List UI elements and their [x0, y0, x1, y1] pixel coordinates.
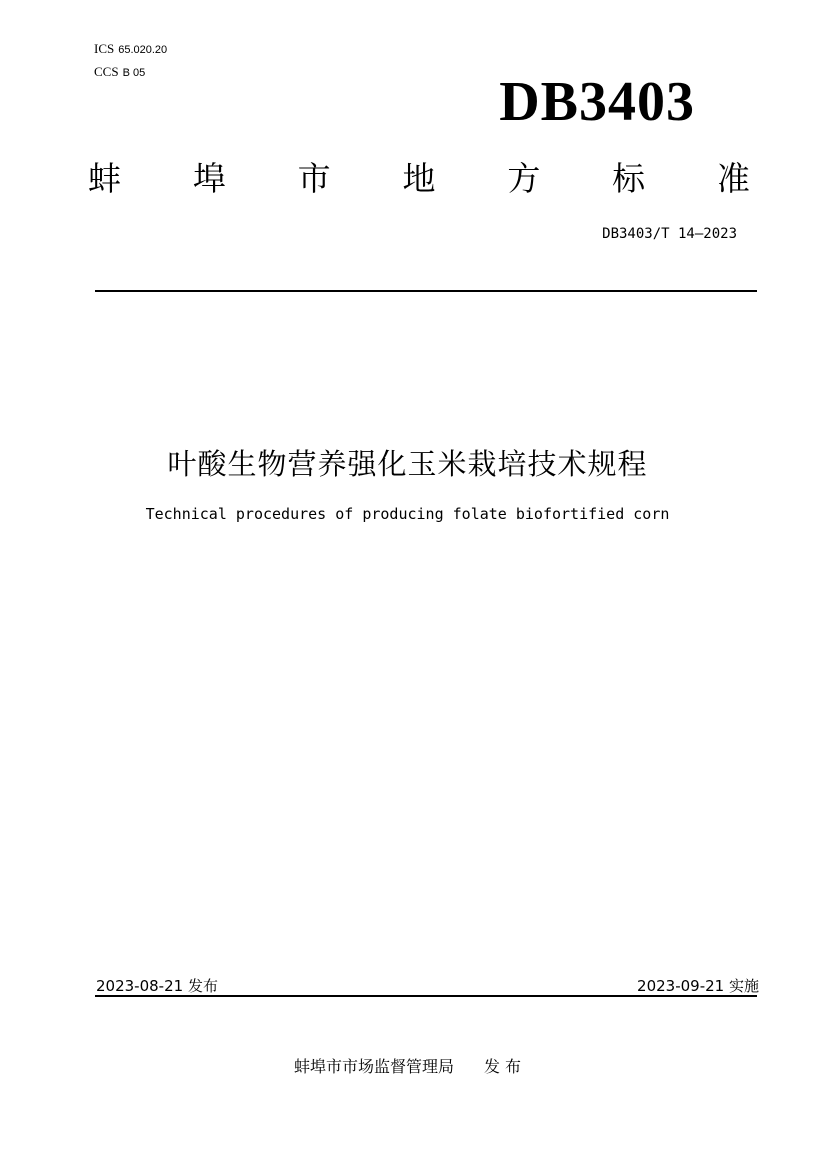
standard-type-char: 方 [507, 159, 541, 198]
ics-label: ICS [94, 41, 115, 56]
standard-type-char: 地 [402, 159, 436, 198]
title-english: Technical procedures of producing folate biofortified corn [145, 505, 670, 523]
ccs-value: B 05 [122, 67, 146, 79]
top-divider [95, 290, 757, 292]
implementation-date: 2023-09-21 实施 [637, 977, 759, 995]
publisher-line [0, 1054, 815, 1077]
standard-number: DB3403/T 14—2023 [602, 226, 737, 242]
standard-type-char: 标 [612, 159, 646, 198]
ccs-label: CCS [94, 64, 119, 79]
standard-type-char: 市 [297, 159, 331, 198]
issue-date: 2023-08-21 发布 [96, 977, 218, 995]
standard-type [88, 158, 750, 200]
standard-code: DB3403 [499, 71, 695, 133]
ics-value: 65.020.20 [118, 44, 168, 56]
bottom-divider [95, 995, 757, 997]
ics-line [94, 38, 167, 61]
standard-type-char: 埠 [192, 159, 226, 198]
ccs-line [94, 61, 167, 84]
standard-type-char: 蚌 [88, 159, 121, 198]
publisher-name: 蚌埠市市场监督管理局 [293, 1057, 454, 1076]
classification-block [94, 38, 167, 84]
publisher-action: 发 布 [483, 1057, 522, 1076]
standard-type-char: 准 [716, 159, 750, 198]
title-chinese: 叶酸生物营养强化玉米栽培技术规程 [167, 447, 648, 481]
